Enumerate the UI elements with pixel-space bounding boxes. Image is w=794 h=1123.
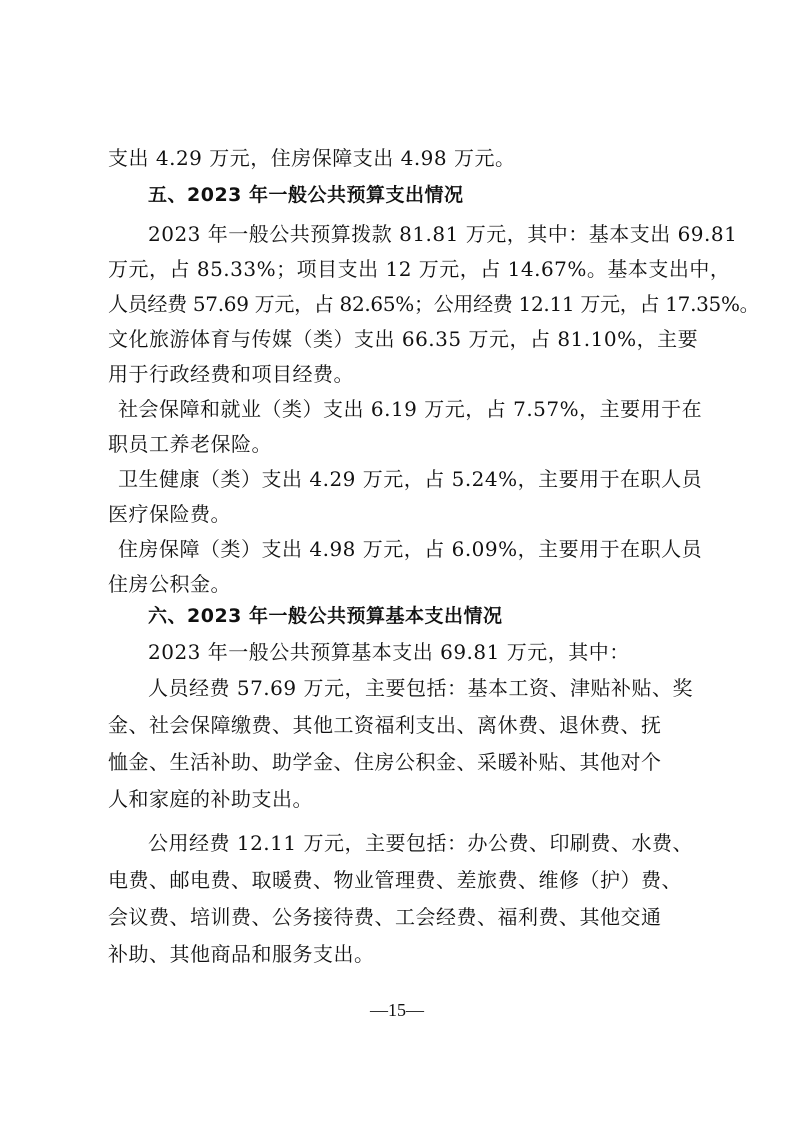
paragraph-line: 用于行政经费和项目经费。 [108,362,354,386]
paragraph-line: 社会保障和就业（类）支出 6.19 万元，占 7.57%，主要用于在 [118,397,703,421]
paragraph-line: 文化旅游体育与传媒（类）支出 66.35 万元，占 81.10%，主要 [108,327,699,351]
paragraph-line: 卫生健康（类）支出 4.29 万元，占 5.24%，主要用于在职人员 [118,467,703,491]
paragraph-line: 职员工养老保险。 [108,432,272,456]
paragraph-line: 2023 年一般公共预算拨款 81.81 万元，其中：基本支出 69.81 [148,222,738,246]
section-heading-six: 六、2023 年一般公共预算基本支出情况 [148,605,503,627]
page-number: —15— [370,1000,424,1020]
paragraph-line: 住房保障（类）支出 4.98 万元，占 6.09%，主要用于在职人员 [118,537,703,561]
paragraph-line: 万元，占 85.33%；项目支出 12 万元，占 14.67%。基本支出中， [108,257,731,281]
paragraph-line: 金、社会保障缴费、其他工资福利支出、离休费、退休费、抚 [108,713,662,737]
paragraph-line: 支出 4.29 万元，住房保障支出 4.98 万元。 [108,146,516,170]
paragraph-line: 电费、邮电费、取暖费、物业管理费、差旅费、维修（护）费、 [108,868,682,892]
paragraph-line: 住房公积金。 [108,572,231,596]
paragraph-line: 医疗保险费。 [108,502,231,526]
paragraph-line: 会议费、培训费、公务接待费、工会经费、福利费、其他交通 [108,905,662,929]
section-heading-five: 五、2023 年一般公共预算支出情况 [148,184,464,206]
paragraph-line: 恤金、生活补助、助学金、住房公积金、采暖补贴、其他对个 [108,750,662,774]
paragraph-line: 补助、其他商品和服务支出。 [108,942,375,966]
paragraph-line: 人和家庭的补助支出。 [108,787,313,811]
paragraph-line: 人员经费 57.69 万元，占 82.65%；公用经费 12.11 万元，占 17.35%。 [108,292,760,316]
paragraph-line: 公用经费 12.11 万元，主要包括：办公费、印刷费、水费、 [148,831,693,855]
paragraph-line: 人员经费 57.69 万元，主要包括：基本工资、津贴补贴、奖 [148,676,693,700]
paragraph-line: 2023 年一般公共预算基本支出 69.81 万元，其中： [148,640,630,664]
